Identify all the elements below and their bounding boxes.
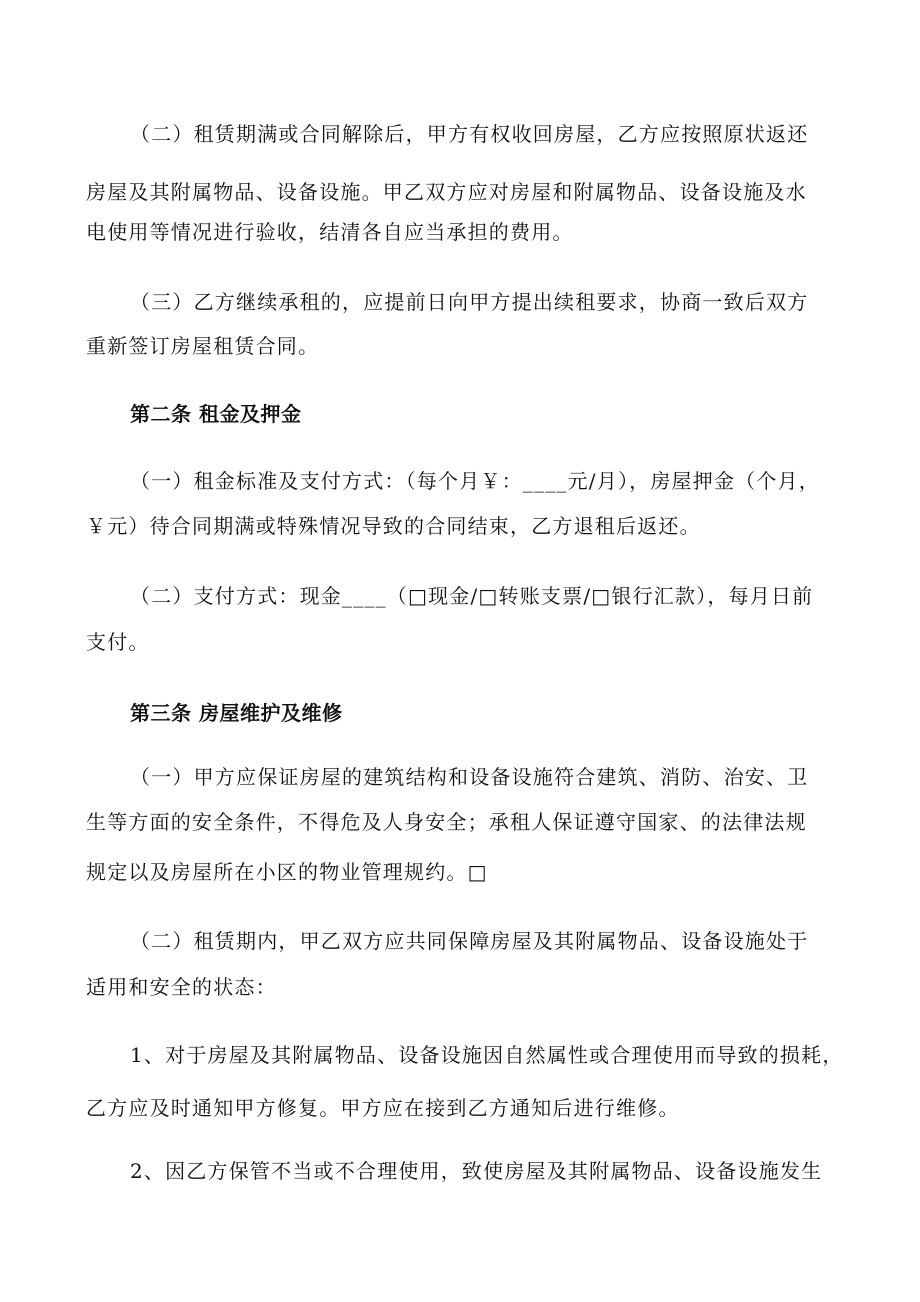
section-heading: 第二条 租金及押金: [130, 402, 302, 426]
paragraph-line: （二）租赁期内，甲乙双方应共同保障房屋及其附属物品、设备设施处于: [130, 929, 809, 953]
paragraph-line: 支付。: [86, 630, 150, 654]
paragraph-line: 规定以及房屋所在小区的物业管理规约。□: [86, 860, 488, 884]
paragraph-line: 1、对于房屋及其附属物品、设备设施因自然属性或合理使用而导致的损耗，: [130, 1043, 844, 1067]
paragraph-line: ￥元）待合同期满或特殊情况导致的合同结束，乙方退租后返还。: [86, 514, 701, 538]
paragraph-line: 乙方应及时通知甲方修复。甲方应在接到乙方通知后进行维修。: [86, 1096, 680, 1120]
paragraph-line: 电使用等情况进行验收，结清各自应当承担的费用。: [86, 220, 574, 244]
paragraph-line: 2、因乙方保管不当或不合理使用，致使房屋及其附属物品、设备设施发生: [130, 1159, 823, 1183]
paragraph-line: （一）甲方应保证房屋的建筑结构和设备设施符合建筑、消防、治安、卫: [130, 765, 809, 789]
paragraph-line: （一）租金标准及支付方式：（每个月￥：____元/月），房屋押金（个月，: [130, 469, 820, 493]
paragraph-line: 适用和安全的状态：: [86, 975, 277, 999]
paragraph-line: （二）支付方式：现金____（□现金/□转账支票/□银行汇款），每月日前: [130, 584, 814, 608]
paragraph-line: 重新签订房屋租赁合同。: [86, 334, 320, 358]
paragraph-line: （二）租赁期满或合同解除后，甲方有权收回房屋，乙方应按照原状返还: [130, 122, 809, 146]
paragraph-line: 生等方面的安全条件，不得危及人身安全；承租人保证遵守国家、的法律法规: [86, 810, 807, 834]
paragraph-line: （三）乙方继续承租的，应提前日向甲方提出续租要求，协商一致后双方: [130, 290, 809, 314]
section-heading: 第三条 房屋维护及维修: [130, 701, 343, 725]
paragraph-line: 房屋及其附属物品、设备设施。甲乙双方应对房屋和附属物品、设备设施及水: [86, 180, 807, 204]
